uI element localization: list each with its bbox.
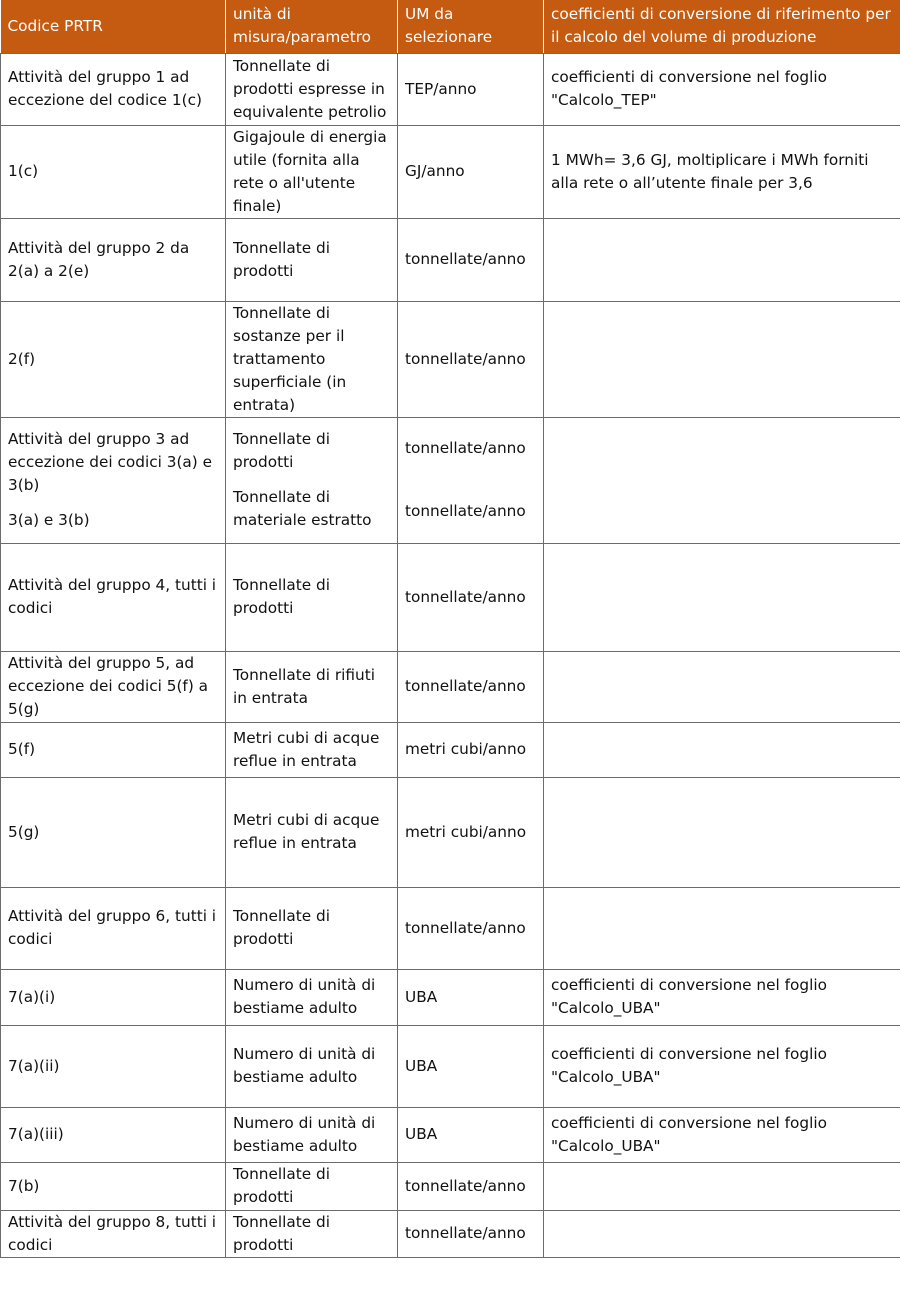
cell-um: GJ/anno xyxy=(398,125,544,218)
header-codice-prtr: Codice PRTR xyxy=(1,0,226,53)
cell-unit: Numero di unità di bestiame adulto xyxy=(226,969,398,1025)
cell-coef: 1 MWh= 3,6 GJ, moltiplicare i MWh forniti alla rete o all’utente finale per 3,6 xyxy=(544,125,900,218)
cell-um: metri cubi/anno xyxy=(398,777,544,887)
cell-code: Attività del gruppo 2 da 2(a) a 2(e) xyxy=(1,218,226,301)
table-row xyxy=(1,125,900,218)
table-row xyxy=(1,53,900,125)
cell-code: Attività del gruppo 6, tutti i codici xyxy=(1,887,226,969)
cell-spacer xyxy=(8,497,221,509)
table-row xyxy=(1,969,900,1025)
table-row xyxy=(1,417,900,543)
table-row xyxy=(1,543,900,651)
cell-um: TEP/anno xyxy=(398,53,544,125)
cell-um: tonnellate/anno xyxy=(398,887,544,969)
cell-unit: Metri cubi di acque reflue in entrata xyxy=(226,722,398,777)
table-row xyxy=(1,651,900,722)
cell-um: tonnellate/anno xyxy=(398,1162,544,1210)
cell-code: Attività del gruppo 4, tutti i codici xyxy=(1,543,226,651)
cell-um: tonnellate/anno xyxy=(398,651,544,722)
cell-um: tonnellate/anno xyxy=(398,218,544,301)
cell-um: tonnellate/anno xyxy=(398,301,544,417)
header-um-selezionare: UM da selezionare xyxy=(398,0,544,53)
cell-unit xyxy=(226,417,398,543)
cell-unit: Tonnellate di prodotti xyxy=(226,1210,398,1257)
cell-code: 7(a)(ii) xyxy=(1,1025,226,1107)
cell-unit-line1: Tonnellate di prodotti xyxy=(233,430,331,471)
cell-coef xyxy=(544,722,900,777)
cell-unit: Tonnellate di prodotti xyxy=(226,218,398,301)
cell-code-line2: 3(a) e 3(b) xyxy=(8,511,90,529)
table-row xyxy=(1,1025,900,1107)
cell-unit: Tonnellate di sostanze per il trattamento superficiale (in entrata) xyxy=(226,301,398,417)
cell-coef: coefficienti di conversione nel foglio "Calcolo_TEP" xyxy=(544,53,900,125)
cell-coef: coefficienti di conversione nel foglio "Calcolo_UBA" xyxy=(544,969,900,1025)
cell-coef xyxy=(544,651,900,722)
cell-spacer xyxy=(405,460,539,500)
cell-unit: Tonnellate di prodotti xyxy=(226,887,398,969)
cell-coef xyxy=(544,218,900,301)
cell-unit: Tonnellate di prodotti xyxy=(226,543,398,651)
cell-code: 7(b) xyxy=(1,1162,226,1210)
cell-um: UBA xyxy=(398,1025,544,1107)
cell-code xyxy=(1,417,226,543)
table-row xyxy=(1,1162,900,1210)
table-row xyxy=(1,218,900,301)
table-header-row xyxy=(1,0,900,53)
cell-code: Attività del gruppo 5, ad eccezione dei codici 5(f) a 5(g) xyxy=(1,651,226,722)
cell-code: 7(a)(i) xyxy=(1,969,226,1025)
cell-coef xyxy=(544,777,900,887)
table-row xyxy=(1,301,900,417)
cell-coef xyxy=(544,417,900,543)
cell-coef xyxy=(544,1210,900,1257)
cell-coef: coefficienti di conversione nel foglio "Calcolo_UBA" xyxy=(544,1025,900,1107)
cell-code-line1: Attività del gruppo 3 ad eccezione dei codici 3(a) e 3(b) xyxy=(8,430,213,494)
cell-unit: Tonnellate di rifiuti in entrata xyxy=(226,651,398,722)
cell-spacer xyxy=(233,474,393,486)
cell-unit: Numero di unità di bestiame adulto xyxy=(226,1107,398,1162)
cell-code: 7(a)(iii) xyxy=(1,1107,226,1162)
cell-um xyxy=(398,417,544,543)
table-row xyxy=(1,1210,900,1257)
cell-um-line2: tonnellate/anno xyxy=(405,502,526,520)
cell-um: tonnellate/anno xyxy=(398,543,544,651)
header-coefficienti: coefficienti di conversione di riferimento per il calcolo del volume di produzione xyxy=(544,0,900,53)
cell-coef xyxy=(544,543,900,651)
table-row xyxy=(1,1107,900,1162)
cell-coef: coefficienti di conversione nel foglio "Calcolo_UBA" xyxy=(544,1107,900,1162)
cell-um: UBA xyxy=(398,1107,544,1162)
cell-unit: Numero di unità di bestiame adulto xyxy=(226,1025,398,1107)
cell-um: tonnellate/anno xyxy=(398,1210,544,1257)
header-unita-misura: unità di misura/parametro xyxy=(226,0,398,53)
cell-um: UBA xyxy=(398,969,544,1025)
cell-unit-line2: Tonnellate di materiale estratto xyxy=(233,488,372,529)
cell-unit: Tonnellate di prodotti xyxy=(226,1162,398,1210)
cell-code: 5(f) xyxy=(1,722,226,777)
cell-unit: Metri cubi di acque reflue in entrata xyxy=(226,777,398,887)
cell-coef xyxy=(544,301,900,417)
table-row xyxy=(1,777,900,887)
cell-coef xyxy=(544,887,900,969)
cell-code: 5(g) xyxy=(1,777,226,887)
cell-code: Attività del gruppo 8, tutti i codici xyxy=(1,1210,226,1257)
cell-code: Attività del gruppo 1 ad eccezione del codice 1(c) xyxy=(1,53,226,125)
table-row xyxy=(1,887,900,969)
cell-code: 2(f) xyxy=(1,301,226,417)
cell-unit: Gigajoule di energia utile (fornita alla rete o all'utente finale) xyxy=(226,125,398,218)
cell-coef xyxy=(544,1162,900,1210)
cell-unit: Tonnellate di prodotti espresse in equivalente petrolio xyxy=(226,53,398,125)
cell-um: metri cubi/anno xyxy=(398,722,544,777)
cell-um-line1: tonnellate/anno xyxy=(405,439,526,457)
table-row xyxy=(1,722,900,777)
cell-code: 1(c) xyxy=(1,125,226,218)
